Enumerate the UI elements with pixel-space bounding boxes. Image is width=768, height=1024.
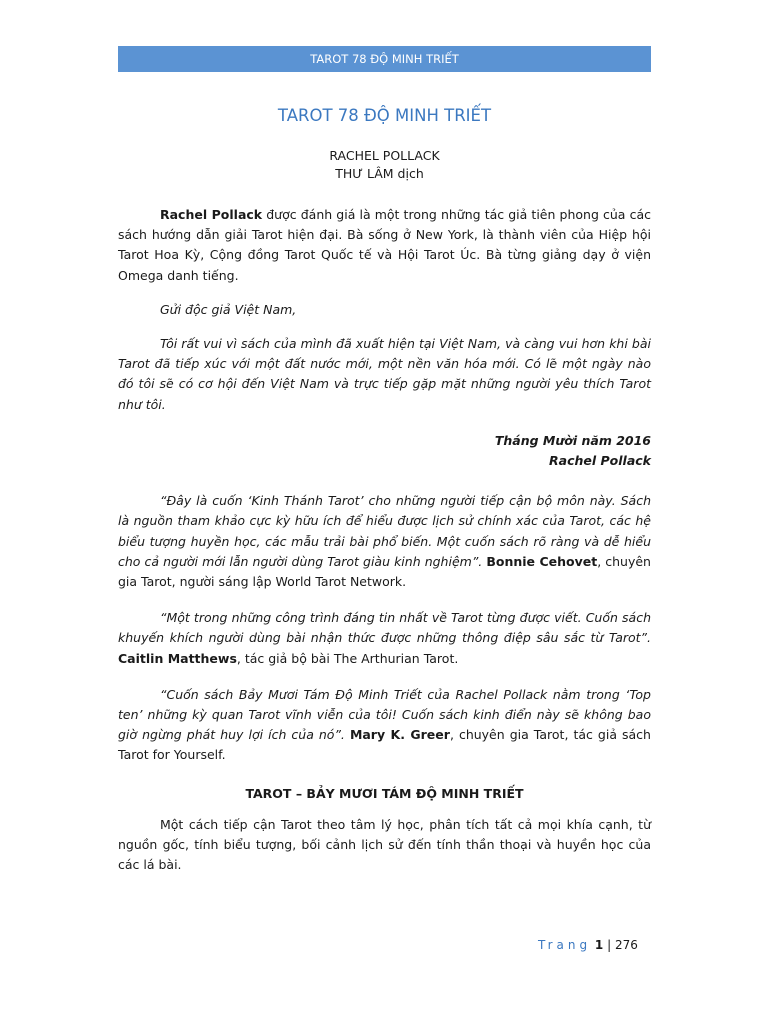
footer-total-pages: 276 — [614, 938, 638, 952]
quote-text: “Cuốn sách Bảy Mươi Tám Độ Minh Triết của Rachel Pollack nằm trong ‘Top ten’ những kỳ quan Tarot vĩnh viễn của tôi! Cuốn sách kinh điển này sẽ không bao giờ ngừng phát huy lợi ích của nó”. — [118, 686, 651, 743]
quote-attribution-rest: , chuyên gia Tarot, tác giả sách Tarot for Yourself. — [118, 727, 651, 763]
footer-separator: | — [603, 938, 615, 952]
running-header-title: TAROT 78 ĐỘ MINH TRIẾT — [310, 52, 459, 66]
letter-body: Tôi rất vui vì sách của mình đã xuất hiện tại Việt Nam, và càng vui hơn khi bài Tarot đã tiếp xúc với một đất nước mới, một nền văn hóa mới. Có lẽ một ngày nào đó tôi sẽ có cơ hội đến Việt Nam và trực tiếp gặp mặt những người yêu thích Tarot như tôi. — [118, 336, 651, 412]
quote-attribution-rest: , tác giả bộ bài The Arthurian Tarot. — [236, 650, 459, 666]
quote-text: “Đây là cuốn ‘Kinh Thánh Tarot’ cho những người tiếp cận bộ môn này. Sách là nguồn tham khảo cực kỳ hữu ích để hiểu được lịch sử chính xác của Tarot, các hệ biểu tượng huyền học, các mẫu trải bài phổ biến. Một cuốn sách rõ ràng và dễ hiểu cho cả người mới lẫn người dùng Tarot giàu kinh nghiệm”. — [118, 493, 651, 569]
author-intro-name: Rachel Pollack — [160, 207, 263, 222]
quote-attribution-rest: , chuyên gia Tarot, người sáng lập World Tarot Network. — [118, 553, 651, 590]
signoff-name: Rachel Pollack — [549, 453, 651, 469]
quote-text: “Một trong những công trình đáng tin nhất về Tarot từng được viết. Cuốn sách khuyến khích người dùng bài nhận thức được những thông điệp sâu sắc từ Tarot”. — [118, 610, 651, 646]
letter-greeting: Gửi độc giả Việt Nam, — [160, 301, 297, 317]
author-intro-text: được đánh giá là một trong những tác giả tiên phong của các sách hướng dẫn giải Tarot hiện đại. Bà sống ở New York, là thành viên của Hiệp hội Tarot Hoa Kỳ, Cộng đồng Tarot Quốc tế và Hội Tarot Úc. Bà từng giảng dạy ở viện Omega danh tiếng. — [118, 207, 651, 283]
review-quote — [118, 491, 651, 592]
book-title: TAROT 78 ĐỘ MINH TRIẾT — [277, 106, 492, 125]
quote-attribution-name: Mary K. Greer — [349, 727, 450, 743]
translator-credit: THƯ LÂM dịch — [335, 166, 424, 181]
book-description: Một cách tiếp cận Tarot theo tâm lý học, phân tích tất cả mọi khía cạnh, từ nguồn gốc, tính biểu tượng, bối cảnh lịch sử đến tính thần thoại và huyền học của các lá bài. — [118, 816, 651, 873]
footer-page-label: Trang — [538, 938, 592, 952]
author-intro — [118, 205, 651, 286]
page-footer — [538, 938, 638, 952]
page-content — [118, 100, 651, 875]
footer-page-number: 1 — [594, 938, 604, 952]
running-header — [118, 46, 651, 72]
quote-attribution-name: Bonnie Cehovet — [486, 553, 598, 569]
review-quote — [118, 608, 651, 669]
section-heading: TAROT – BẢY MƯƠI TÁM ĐỘ MINH TRIẾT — [245, 785, 524, 801]
author-name: RACHEL POLLACK — [329, 148, 440, 163]
signoff-date: Tháng Mười năm 2016 — [494, 432, 651, 448]
quote-attribution-name: Caitlin Matthews — [118, 650, 237, 666]
letter-signoff — [118, 431, 651, 471]
author-block — [118, 147, 651, 183]
review-quote — [118, 685, 651, 766]
